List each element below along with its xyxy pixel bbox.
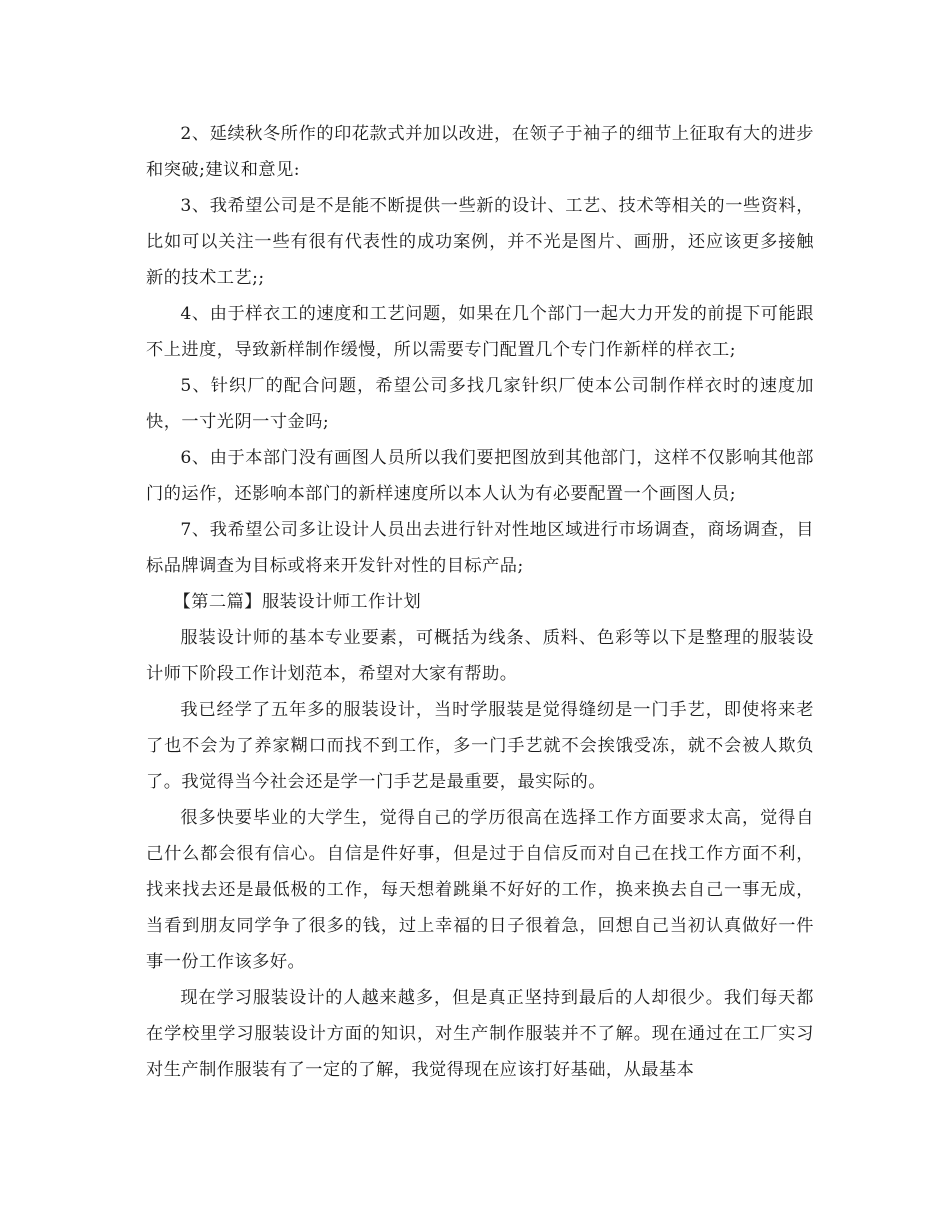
section-paragraph-graduates: 很多快要毕业的大学生，觉得自己的学历很高在选择工作方面要求太高，觉得自己什么都会很有信心。自信是件好事，但是过于自信反而对自己在找工作方面不利，找来找去还是最低极的工作，每天想着跳巢不好好的工作，换来换去自己一事无成，当看到朋友同学争了很多的钱，过上幸福的日子很着急，回想自己当初认真做好一件事一份工作该多好。 <box>146 808 814 972</box>
document-page <box>146 116 814 1088</box>
section-paragraph-experience: 我已经学了五年多的服装设计，当时学服装是觉得缝纫是一门手艺，即使将来老了也不会为了养家糊口而找不到工作，多一门手艺就不会挨饿受冻，就不会被人欺负了。我觉得当今社会还是学一门手艺是最重要，最实际的。 <box>146 700 814 792</box>
paragraph-item-3: 3、我希望公司是不是能不断提供一些新的设计、工艺、技术等相关的一些资料，比如可以关注一些有很有代表性的成功案例，并不光是图片、画册，还应该更多接触新的技术工艺;; <box>146 196 814 288</box>
paragraph-item-2: 2、延续秋冬所作的印花款式并加以改进，在领子于袖子的细节上征取有大的进步和突破;建议和意见: <box>146 124 814 180</box>
section-paragraph-practice: 现在学习服装设计的人越来越多，但是真正坚持到最后的人却很少。我们每天都在学校里学习服装设计方面的知识，对生产制作服装并不了解。现在通过在工厂实习对生产制作服装有了一定的了解，我觉得现在应该打好基础，从最基本 <box>146 988 814 1080</box>
paragraph-item-7: 7、我希望公司多让设计人员出去进行针对性地区域进行市场调查，商场调查，目标品牌调查为目标或将来开发针对性的目标产品; <box>146 520 814 576</box>
paragraph-item-6: 6、由于本部门没有画图人员所以我们要把图放到其他部门，这样不仅影响其他部门的运作，还影响本部门的新样速度所以本人认为有必要配置一个画图人员; <box>146 448 814 504</box>
paragraph-item-5: 5、针织厂的配合问题，希望公司多找几家针织厂使本公司制作样衣时的速度加快，一寸光阴一寸金吗; <box>146 376 814 432</box>
section-paragraph-intro: 服装设计师的基本专业要素，可概括为线条、质料、色彩等以下是整理的服装设计师下阶段工作计划范本，希望对大家有帮助。 <box>146 628 814 684</box>
section-heading: 【第二篇】服装设计师工作计划 <box>173 592 422 612</box>
paragraph-item-4: 4、由于样衣工的速度和工艺问题，如果在几个部门一起大力开发的前提下可能跟不上进度，导致新样制作缓慢，所以需要专门配置几个专门作新样的样衣工; <box>146 304 814 360</box>
